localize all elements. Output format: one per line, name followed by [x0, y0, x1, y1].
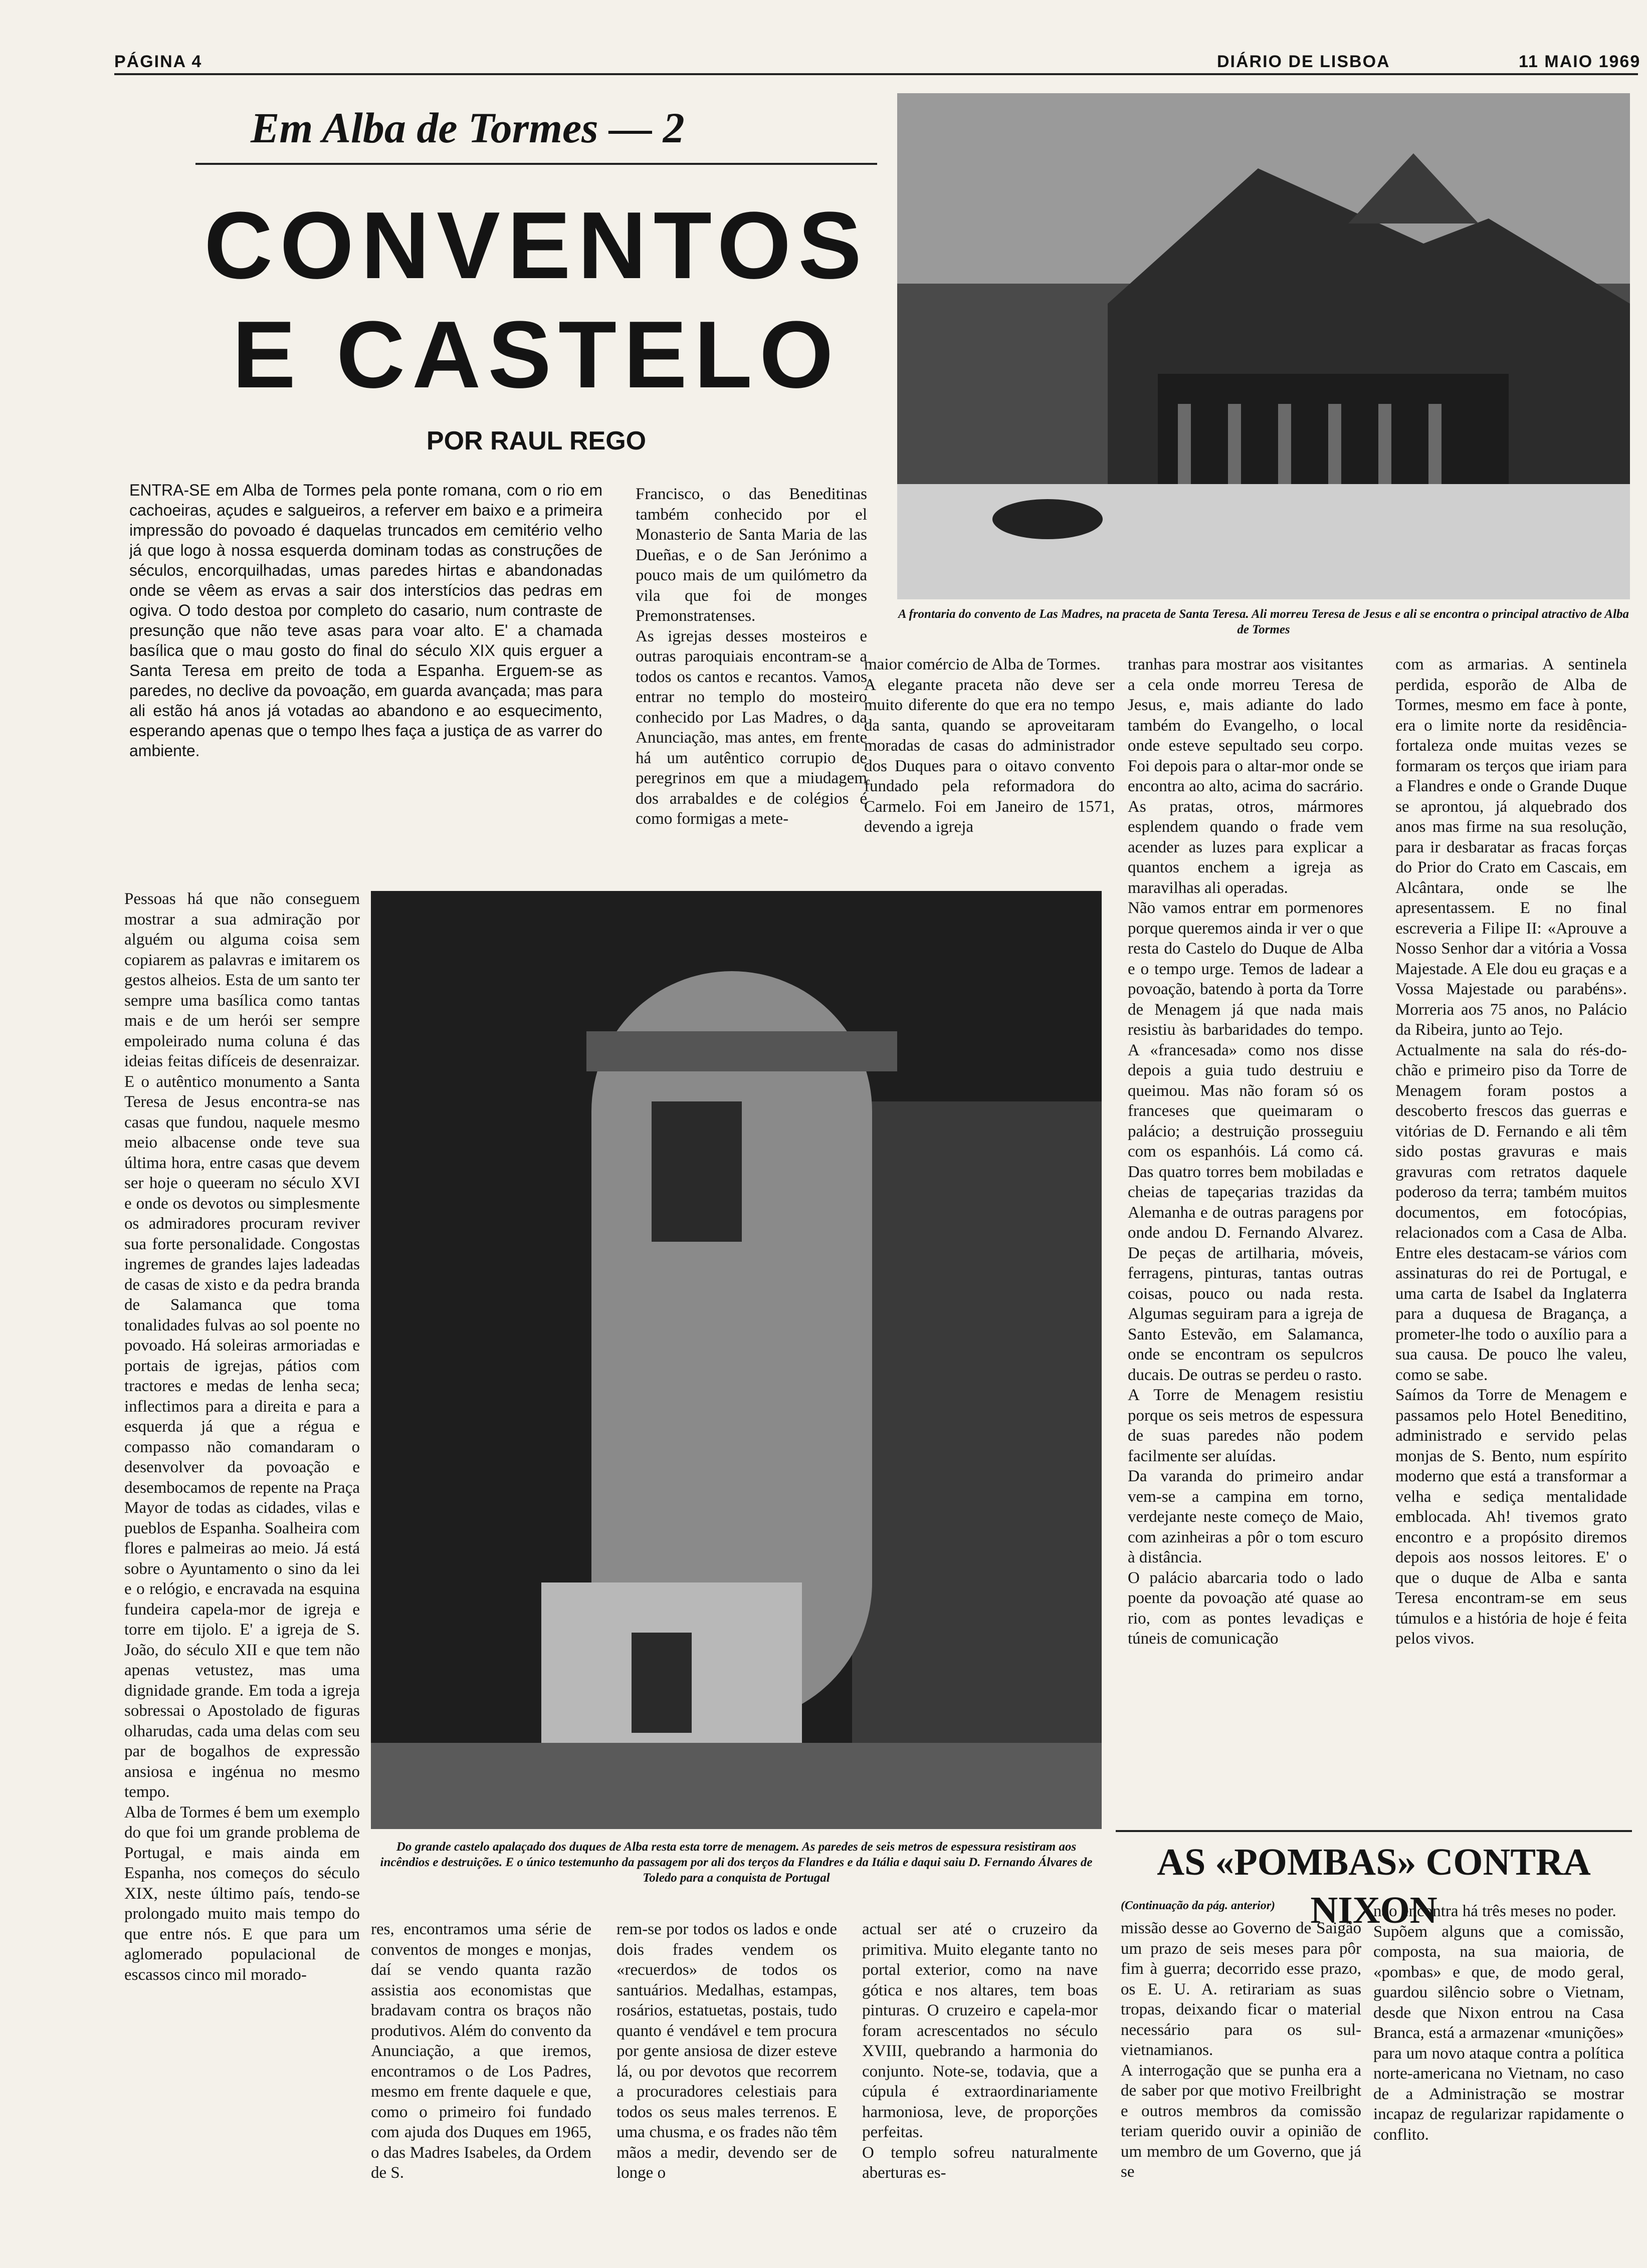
article-column-2-top: Francisco, o das Beneditinas também conhecido por el Monasterio de Santa Maria de las Dueñas, e o de San Jerónimo a pouco mais de um quilómetro da vila que foi de monges Premonstratenses. As igrejas desses mosteiros e outras paroquiais encontram-se a todos os cantos e recantos. Vamos entrar no templo do mosteiro conhecido por Las Madres, o da Anunciação, mas antes, em frente há um autêntico corrupio de peregrinos em que a miudagem dos arrabaldes e de colégios é como formigas a mete-	[636, 485, 867, 828]
convent-illustration	[897, 93, 1630, 599]
article-kicker: Em Alba de Tormes — 2	[251, 104, 685, 152]
sidebar-column-2: não encontra há três meses no poder. Supõem alguns que a comissão, composta, na sua maioria, de «pombas» e que, de modo geral, guardou silêncio sobre o Vietnam, desde que Nixon entrou na Casa Branca, está a armazenar «munições» para um novo ataque contra a política norte-americana no Vietnam, no caso de a Administração se mostrar incapaz de regularizar rapidamente o conflito.	[1373, 1902, 1624, 2144]
article-column-5: com as armarias. A sentinela perdida, esporão de Alba de Tormes, mesmo em face à ponte, era o limite norte da residência-fortaleza onde muitas vezes se formaram os terços que iriam para a Flandres e onde o Grande Duque se aprontou, já alquebrado dos anos mas firme na sua resolução, para ir desbaratar as fracas forças do Prior do Crato em Cascais, em Alcântara, onde se lhe apresentassem. E no final escreveria a Filipe II: «Aprouve a Nosso Senhor dar a vitória a Vossa Majestade. A Ele dou eu graças e a Vossa Majestade ou parabéns». Morreria aos 75 anos, no Palácio da Ribeira, junto ao Tejo. Actualmente na sala do rés-do-chão e primeiro piso da Torre de Menagem foram postos a descoberto frescos das guerras e vitórias de D. Fernando e ali têm sido postas gravuras e mais gravuras com retratos daquele poderoso da terra; também muitos documentos, em fotocópias, relacionados com a Casa de Alba. Entre eles destacam-se vários com assinaturas do rei de Portugal, e uma carta de Isabel da Inglaterra para a duquesa de Bragança, a prometer-lhe todo o auxílio para a sua causa. De pouco lhe valeu, como se sabe. Saímos da Torre de Menagem e passamos pelo Hotel Beneditino, administrado e servido pelas monjas de S. Bento, num espírito moderno que está a transformar a velha e sediça mentalidade emblocada. Ah! tivemos grato encontro e a propósito diremos depois aos nossos leitores. E' o que o duque de Alba e santa Teresa encontram-se em seus túmulos e a história de hoje é feita pelos vivos.	[1395, 655, 1627, 1648]
article-column-2-bottom: res, encontramos uma série de conventos de monges e monjas, daí se vendo quanta razão assistia aos economistas que bradavam contra os braços não produtivos. Além do convento da Anunciação, a que iremos, encontramos o de Los Padres, mesmo em frente daquele e que, como o primeiro foi fundado com ajuda dos Duques em 1965, o das Madres Isabeles, da Ordem de S.	[371, 1920, 591, 2182]
issue-date: 11 MAIO 1969	[1519, 52, 1641, 71]
newspaper-name: DIÁRIO DE LISBOA	[1217, 52, 1390, 71]
sidebar-continuation-note: (Continuação da pág. anterior)	[1121, 1899, 1276, 1912]
header-rule	[114, 73, 1638, 75]
article-column-4-bottom: actual ser até o cruzeiro da primitiva. Muito elegante tanto no portal exterior, como na nave gótica e nos altares, tem boas pinturas. O cruzeiro e capela-mor foram acrescentados no século XVIII, quebrando a harmonia do conjunto. Note-se, todavia, que a cúpula é extraordinariamente harmoniosa, leve, de proporções perfeitas. O templo sofreu naturalmente aberturas es-	[862, 1920, 1098, 2182]
castle-tower-illustration	[371, 891, 1102, 1829]
headline-line-1: CONVENTOS	[203, 192, 869, 299]
sidebar-headline: AS «POMBAS» CONTRA NIXON	[1157, 1841, 1591, 1931]
headline-line-2: E CASTELO	[232, 302, 841, 408]
page-number: PÁGINA 4	[114, 52, 202, 71]
convent-photo	[897, 93, 1630, 599]
byline: POR RAUL REGO	[426, 426, 647, 456]
article-column-4: tranhas para mostrar aos visitantes a cela onde morreu Teresa de Jesus, e, mais adiante do lado também do Evangelho, o local onde esteve sepultado seu corpo. Foi depois para o altar-mor onde se encontra ao alto, acima do sacrário. As pratas, otros, mármores esplendem quando o frade vem acender as luzes para explicar a quantos enchem a igreja as maravilhas ali operadas. Não vamos entrar em pormenores porque queremos ainda ir ver o que resta do Castelo do Duque de Alba e o tempo urge. Temos de ladear a povoação, batendo à porta da Torre de Menagem já que nada mais resistiu às barbaridades do tempo. A «francesada» como nos disse depois a guia tudo destruiu e queimou. Mas não foram só os franceses que queimaram o palácio; a destruição prosseguiu com os espanhóis. Lá como cá. Das quatro torres bem mobiladas e cheias de tapeçarias trazidas da Alemanha e de outras paragens por onde andou D. Fernando Alvarez. De peças de artilharia, móveis, ferragens, pinturas, tantas outras coisas, pouco ou nada resta. Algumas seguiram para a igreja de Santo Estevão, em Salamanca, onde se encontram os sepulcros ducais. De outras se perdeu o rasto. A Torre de Menagem resistiu porque os seis metros de espessura de suas paredes não podem facilmente ser aluídas. Da varanda do primeiro andar vem-se a campina em torno, verdejante neste começo de Maio, com azinheiras a pôr o tom escuro à distância. O palácio abarcaria todo o lado poente da povoação até quase ao rio, com as pontes levadiças e túneis de comunicação	[1128, 655, 1363, 1648]
article-column-3-bottom: rem-se por todos os lados e onde dois frades vendem os «recuerdos» de todos os santuários. Medalhas, estampas, rosários, estatuetas, postais, tudo quanto é vendável e tem procura por gente ansiosa de dizer esteve lá, ou por devotos que recorrem a procuradores celestiais para todos os seus males terrenos. E uma chusma, e os frades não têm mãos a medir, devendo ser de longe o	[616, 1920, 837, 2182]
convent-photo-caption: A frontaria do convento de Las Madres, na praceta de Santa Teresa. Ali morreu Teresa de Jesus e ali se encontra o principal atractivo de Alba de Tormes	[898, 607, 1629, 636]
castle-photo-caption: Do grande castelo apalaçado dos duques de Alba resta esta torre de menagem. As paredes de seis metros de espessura resistiram aos incêndios e destruições. E o único testemunho da passagem por ali dos terços da Flandres e da Itália e daqui saiu D. Fernando Álvares de Toledo para a conquista de Portugal	[380, 1840, 1093, 1885]
castle-tower-photo	[371, 891, 1102, 1829]
article-column-1: Pessoas há que não conseguem mostrar a sua admiração por alguém ou alguma coisa sem copiarem as palavras e imitarem os gestos alheios. Esta de um santo ter sempre uma basílica como tantas mais e de um herói ser sempre empoleirado numa coluna é das ideias feitas difíceis de desenraizar. E o autêntico monumento a Santa Teresa de Jesus encontra-se nas casas que fundou, naquele mesmo meio albacense onde teve sua última hora, entre casas que devem ser hoje o queeram no século XVI e onde os devotos ou simplesmente os admiradores procuram reviver sua forte personalidade. Congostas ingremes de grandes lajes ladeadas de casas de xisto e da pedra branda de Salamanca que toma tonalidades fulvas ao sol poente no povoado. Há soleiras armoriadas e portais de igrejas, pátios com tractores e medas de lenha seca; inflectimos para a direita e para a esquerda já que a régua e compasso não comandaram o desenvolver da povoação e desembocamos de repente na Praça Mayor de todas as cidades, vilas e pueblos de Espanha. Soalheira com flores e palmeiras ao meio. Já está sobre o Ayuntamento o sino da lei e o relógio, e encravada na esquina fundeira capela-mor de igreja e torre em tijolo. E' a igreja de S. João, do século XII e que tem não apenas vetustez, mas uma dignidade grande. Em toda a igreja sobressai o Apostolado de figuras olharudas, cada uma delas com seu par de bogalhos de expressão ansiosa e ingénua no mesmo tempo. Alba de Tormes é bem um exemplo do que foi um grande problema de Portugal, e mais ainda em Espanha, nos começos do século XIX, neste último país, tendo-se prolongado muito mais tempo do que entre nós. E que para um aglomerado populacional de escassos cinco mil morado-	[124, 890, 360, 1984]
sidebar-column-1: missão desse ao Governo de Saigão um prazo de seis meses para pôr fim à guerra; decorrido esse prazo, os E. U. A. retirariam as suas tropas, deixando ficar o material necessário para os sul-vietnamianos. A interrogação que se punha era a de saber por que motivo Freilbright e outros membros da comissão teriam querido ouvir a opinião de um membro de um Governo, que já se	[1121, 1919, 1361, 2181]
article-intro: ENTRA-SE em Alba de Tormes pela ponte romana, com o rio em cachoeiras, açudes e salgueiros, a referver em baixo e a primeira impressão do povoado é daquelas truncados em cemitério velho já que logo à nossa esquerda dominam todas as construções de séculos, encorquilhadas, umas paredes hirtas e abandonadas onde se vêem as ervas a sair dos interstícios das pedras em ogiva. O todo destoa por completo do casario, num contraste de presunção que não teve asas para voar alto. E' a chamada basílica que o mau gosto do final do século XIX quis erguer a Santa Teresa em preito de toda a Espanha. Erguem-se as paredes, no declive da povoação, em guarda avançada; mas para ali estão há anos já votadas ao abandono e ao esquecimento, esperando apenas que o tempo lhes faça a justiça de as varrer do ambiente.	[129, 481, 602, 760]
sidebar-rule	[1116, 1830, 1632, 1832]
article-column-3: maior comércio de Alba de Tormes. A elegante praceta não deve ser muito diferente do que era no tempo da santa, quando se aproveitaram moradas de casas do administrador dos Duques para o oitavo convento fundado pela reformadora do Carmelo. Foi em Janeiro de 1571, devendo a igreja	[864, 655, 1115, 836]
kicker-rule	[195, 163, 877, 165]
